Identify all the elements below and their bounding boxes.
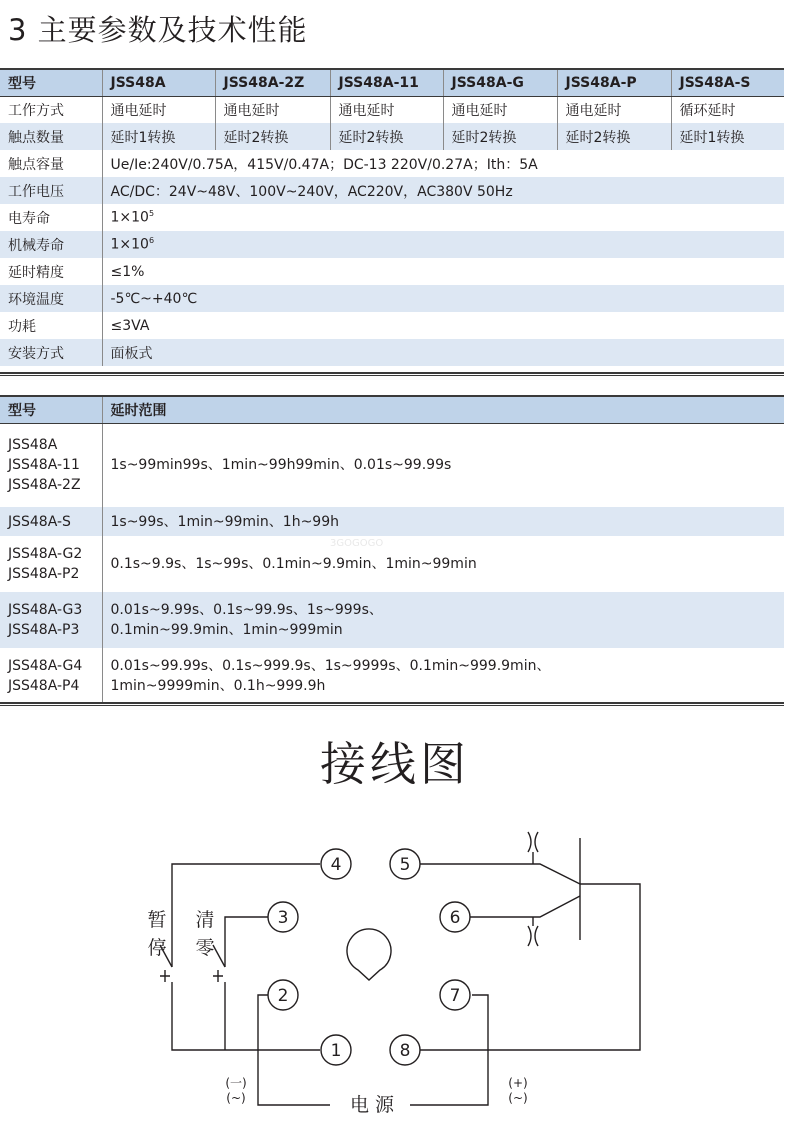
row-label: 机械寿命 [0, 231, 102, 258]
header-jss48a-s: JSS48A-S [671, 69, 784, 96]
range-models [0, 648, 102, 704]
row-temperature [0, 285, 784, 312]
model-name: JSS48A-2Z [8, 477, 81, 494]
range-text: 0.1s~9.9s、1s~99s、0.1min~9.9min、1min~99min [110, 556, 477, 572]
range-values [102, 423, 784, 507]
table-cell: 延时1转换 [671, 123, 784, 150]
header-jss48a-11: JSS48A-11 [330, 69, 443, 96]
positive-label-1: (+) [508, 1076, 528, 1090]
range-row [0, 423, 784, 507]
pause-label-2: 停 [147, 937, 167, 959]
row-label: 触点容量 [0, 150, 102, 177]
model-name: JSS48A-G3 [8, 602, 83, 618]
row-label: 工作电压 [0, 177, 102, 204]
header-model: 型号 [0, 396, 102, 423]
header-range: 延时范围 [102, 396, 784, 423]
reset-label-1: 清 [195, 909, 215, 931]
table-cell: 循环延时 [679, 102, 736, 119]
header-model: 型号 [0, 69, 102, 96]
row-mechanical-life [0, 231, 784, 258]
range-models [0, 507, 102, 536]
pause-label-1: 暂 [147, 909, 167, 931]
wiring-title: 接线图 [320, 737, 470, 791]
row-contact-capacity [0, 150, 784, 177]
life-base: 1×10 [110, 236, 149, 253]
table-cell: 面板式 [102, 339, 784, 366]
range-header-row [0, 396, 784, 423]
pin-8-label: 8 [399, 1041, 411, 1061]
range-text: 0.01s~99.99s、0.1s~999.9s、1s~9999s、0.1min~999.9min、 [110, 658, 551, 674]
row-contacts [0, 123, 784, 150]
table-cell: 延时2转换 [215, 123, 330, 150]
row-label: 延时精度 [0, 258, 102, 285]
reset-switch-contact [213, 970, 223, 982]
table-divider [0, 372, 784, 376]
table-cell: 延时2转换 [557, 123, 671, 150]
range-text: 1s~99min99s、1min~99h99min、0.01s~99.99s [110, 457, 452, 474]
life-base: 1×10 [110, 209, 149, 226]
range-values [102, 507, 784, 536]
table-cell: AC/DC：24V~48V、100V~240V，AC220V，AC380V 50Hz [102, 177, 784, 204]
power-label: 电 源 [349, 1094, 395, 1116]
row-label: 环境温度 [0, 285, 102, 312]
model-name: JSS48A-G2 [8, 546, 83, 562]
range-values [102, 536, 784, 592]
wiring-diagram [0, 800, 790, 1128]
pin-4-label: 4 [330, 855, 342, 875]
pause-switch-contact [160, 970, 170, 982]
table-cell: ≤3VA [110, 317, 150, 334]
pin-2-label: 2 [277, 986, 289, 1006]
range-text: 1s~99s、1min~99min、1h~99h [110, 513, 339, 530]
wire-pin3 [225, 917, 268, 967]
model-name: JSS48A [8, 437, 58, 454]
pin-5-label: 5 [399, 855, 411, 875]
range-row [0, 536, 784, 592]
reset-label-2: 零 [195, 937, 215, 959]
watermark: 3GOGOGO [330, 538, 384, 549]
table-cell [102, 231, 784, 258]
header-jss48a-g: JSS48A-G [443, 69, 557, 96]
row-mounting [0, 339, 784, 366]
delay-contact-bottom [520, 896, 580, 917]
model-name: JSS48A-P4 [8, 678, 80, 694]
table-cell: 延时2转换 [443, 123, 557, 150]
header-jss48a-p: JSS48A-P [557, 69, 671, 96]
range-text: 1min~9999min、0.1h~999.9h [110, 678, 326, 694]
table-cell: 延时1转换 [102, 123, 215, 150]
pin-7-label: 7 [449, 986, 461, 1006]
range-values [102, 648, 784, 704]
range-row [0, 592, 784, 648]
key-circle [347, 929, 391, 980]
table-cell: 通电延时 [557, 96, 671, 123]
table-cell: 通电延时 [215, 96, 330, 123]
life-exponent: 5 [148, 209, 155, 219]
negative-label-2: (~) [226, 1091, 246, 1105]
spec-header-row [0, 69, 784, 96]
model-name: JSS48A-P3 [8, 622, 80, 638]
row-label: 工作方式 [0, 96, 102, 123]
range-text: 0.1min~99.9min、1min~999min [110, 622, 343, 638]
table-cell: ≤1% [110, 263, 145, 280]
range-models [0, 592, 102, 648]
row-electrical-life [0, 204, 784, 231]
row-label: 触点数量 [0, 123, 102, 150]
range-text: 0.01s~9.99s、0.1s~99.9s、1s~999s、 [110, 602, 383, 618]
header-jss48a-2z: JSS48A-2Z [215, 69, 330, 96]
row-power [0, 312, 784, 339]
row-accuracy [0, 258, 784, 285]
table-cell: Ue/Ie:240V/0.75A，415V/0.47A；DC-13 220V/0.27A；Ith：5A [110, 156, 538, 173]
table-divider [0, 702, 784, 706]
pin-3-label: 3 [277, 908, 289, 928]
model-name: JSS48A-G4 [8, 658, 83, 674]
range-table [0, 395, 784, 704]
header-jss48a: JSS48A [102, 69, 215, 96]
table-cell: 通电延时 [102, 96, 215, 123]
row-label: 电寿命 [0, 204, 102, 231]
delay-symbol-top [528, 832, 538, 852]
positive-label-2: (~) [508, 1091, 528, 1105]
page-title: 3 主要参数及技术性能 [8, 13, 308, 47]
life-exponent: 6 [148, 236, 155, 246]
range-values [102, 592, 784, 648]
table-cell: 通电延时 [443, 96, 557, 123]
table-cell: -5℃~+40℃ [102, 285, 784, 312]
pin-6-label: 6 [449, 908, 461, 928]
spec-table [0, 68, 784, 366]
range-models [0, 536, 102, 592]
row-voltage [0, 177, 784, 204]
negative-label-1: (一) [225, 1076, 247, 1090]
table-cell: 通电延时 [330, 96, 443, 123]
delay-contact-top [520, 864, 580, 884]
reset-switch [213, 945, 225, 967]
table-cell [102, 204, 784, 231]
table-cell: 延时2转换 [330, 123, 443, 150]
range-models [0, 423, 102, 507]
pin-1-label: 1 [330, 1041, 342, 1061]
model-name: JSS48A-P2 [8, 566, 80, 582]
delay-symbol-bottom [528, 926, 538, 946]
range-row [0, 507, 784, 536]
range-row [0, 648, 784, 704]
row-work-mode [0, 96, 784, 123]
model-name: JSS48A-11 [8, 457, 80, 474]
row-label: 安装方式 [0, 339, 102, 366]
model-name: JSS48A-S [8, 513, 71, 530]
row-label: 功耗 [0, 312, 102, 339]
